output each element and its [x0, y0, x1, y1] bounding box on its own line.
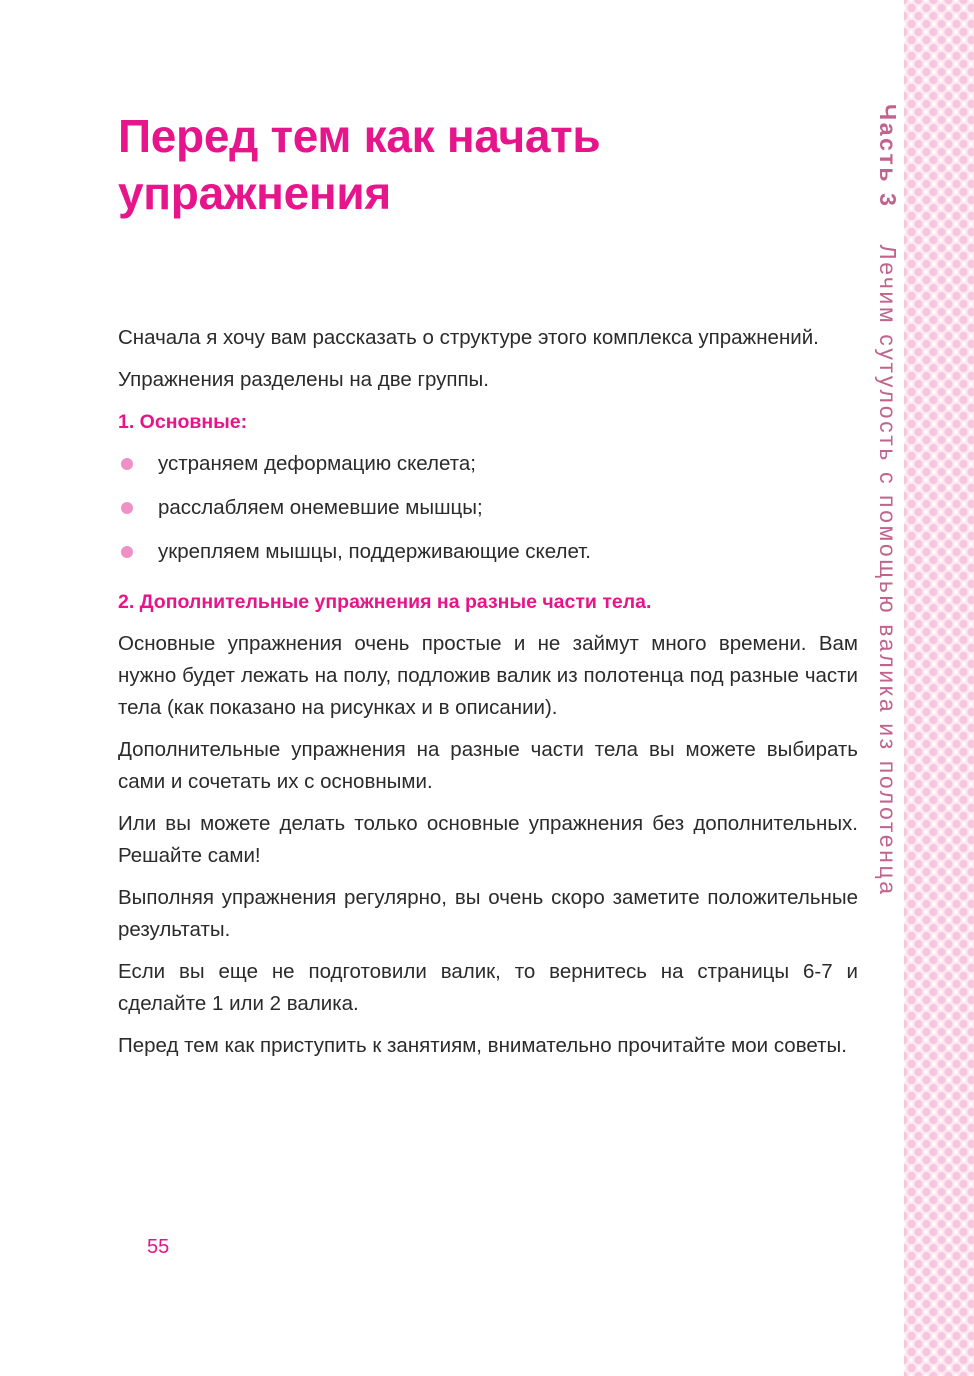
list-item-text: укрепляем мышцы, поддерживающие скелет.	[158, 540, 591, 563]
paragraph-results: Выполняя упражнения регулярно, вы очень скоро заметите положительные результаты.	[118, 886, 858, 941]
basic-exercises-list	[118, 448, 858, 568]
page-content	[118, 322, 858, 1072]
decorative-dot-border	[904, 0, 974, 1376]
paragraph-advice: Перед тем как приступить к занятиям, внимательно прочитайте мои советы.	[118, 1034, 847, 1057]
chapter-title: Лечим сутулость с помощью валика из полотенца	[875, 244, 901, 897]
list-item	[118, 536, 858, 568]
list-item	[118, 448, 858, 480]
page-title: Перед тем как начать упражнения	[118, 110, 601, 219]
list-item-text: устраняем деформацию скелета;	[158, 452, 476, 475]
part-label: Часть 3	[875, 104, 901, 209]
bullet-icon	[121, 502, 133, 514]
section-heading-additional: 2. Дополнительные упражнения на разные части тела.	[118, 591, 652, 613]
list-item-text: расслабляем онемевшие мышцы;	[158, 496, 483, 519]
bullet-icon	[121, 458, 133, 470]
chapter-side-label	[874, 104, 901, 897]
paragraph-additional-choice: Дополнительные упражнения на разные части тела вы можете выбирать сами и сочетать их с основными.	[118, 738, 858, 793]
paragraph-only-basic: Или вы можете делать только основные упражнения без дополнительных. Решайте сами!	[118, 812, 858, 867]
bullet-icon	[121, 546, 133, 558]
page-number: 55	[147, 1236, 170, 1258]
paragraph-groups: Упражнения разделены на две группы.	[118, 368, 489, 391]
paragraph-basic-description: Основные упражнения очень простые и не займут много времени. Вам нужно будет лежать на полу, подложив валик из полотенца под разные части тела (как показано на рисунках и в описании).	[118, 632, 858, 719]
section-heading-basic: 1. Основные:	[118, 411, 248, 433]
paragraph-intro: Сначала я хочу вам рассказать о структуре этого комплекса упражнений.	[118, 326, 819, 349]
paragraph-prepare-roller: Если вы еще не подготовили валик, то вернитесь на страницы 6-7 и сделайте 1 или 2 валика.	[118, 960, 858, 1015]
list-item	[118, 492, 858, 524]
